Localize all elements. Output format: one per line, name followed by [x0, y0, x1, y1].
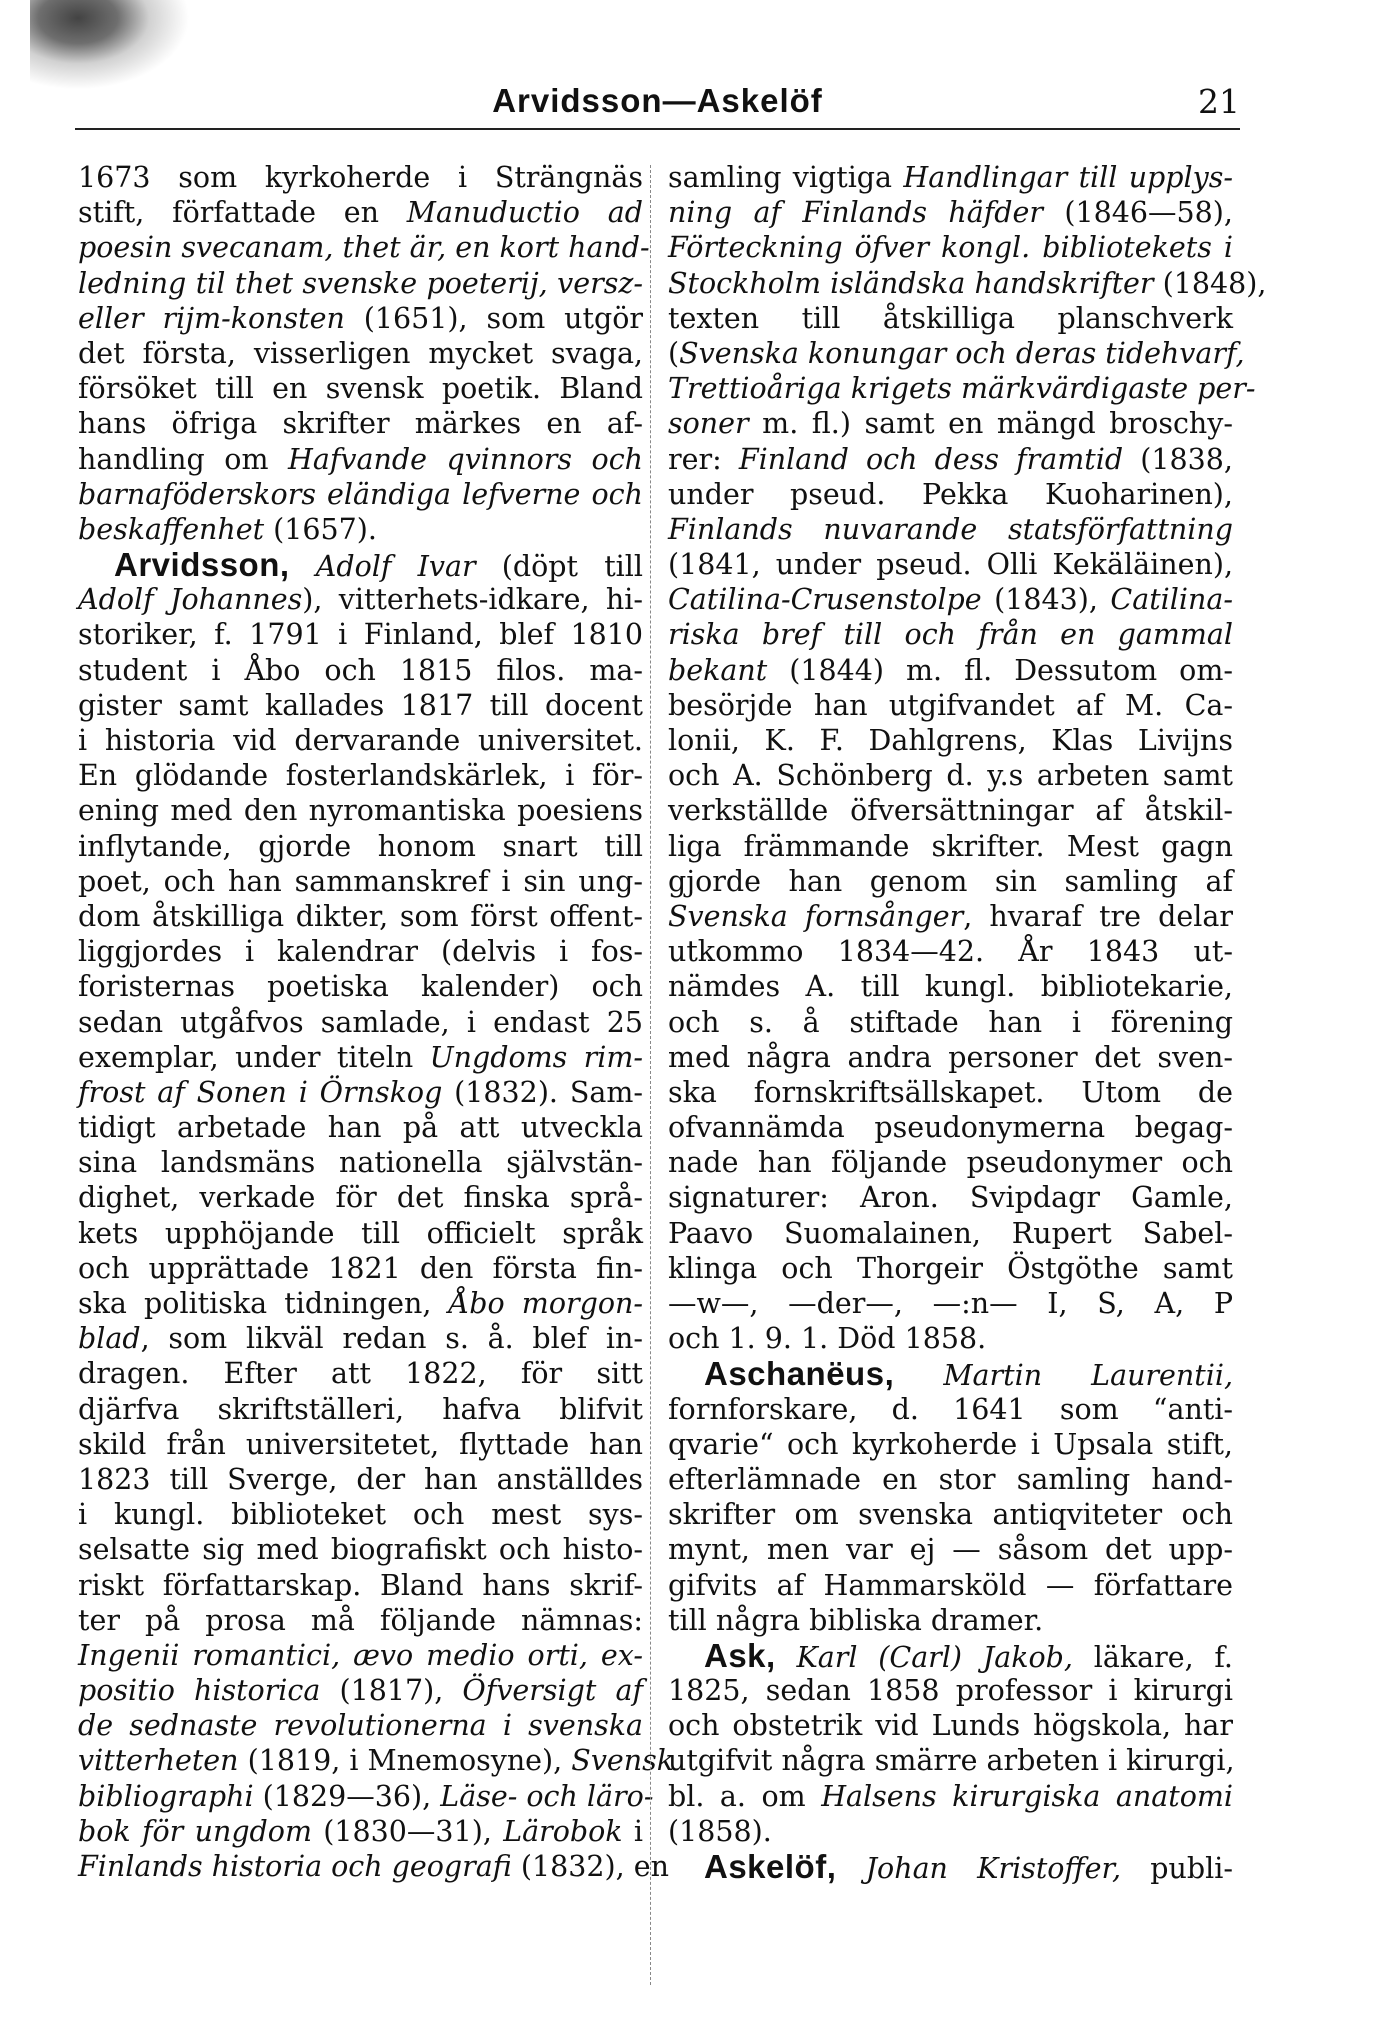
italic-text: Martin Laurentii,	[943, 1359, 1234, 1393]
italic-text: Lärobok	[503, 1814, 623, 1848]
text-run: texten till åtskilliga planschverk	[668, 301, 1233, 335]
text-run: , som likväl redan s. å. blef in-	[140, 1322, 643, 1356]
text-line	[668, 582, 1233, 617]
text-line	[78, 1180, 643, 1215]
page-header	[75, 78, 1240, 130]
italic-text: Svensk	[571, 1744, 675, 1778]
text-run: inflytande, gjorde honom snart till	[78, 829, 643, 863]
text-line	[668, 688, 1233, 723]
text-line	[78, 230, 650, 265]
italic-text: riska bref till och från en gammal	[668, 618, 1233, 652]
text-line	[78, 1005, 643, 1040]
text-run: (1817),	[320, 1674, 463, 1708]
italic-text: vitterheten	[78, 1744, 239, 1778]
text-line	[668, 1779, 1233, 1814]
italic-text: Karl (Carl) Jakob,	[796, 1640, 1073, 1674]
text-line	[78, 582, 643, 617]
text-line	[78, 547, 643, 582]
text-line	[668, 1356, 1233, 1391]
text-run: lonii, K. F. Dahlgrens, Klas Livijns	[668, 724, 1233, 757]
text-run: ofvannämda pseudonymerna begag-	[668, 1111, 1233, 1145]
text-run: (1832). Sam-	[442, 1075, 644, 1109]
text-run: besörjde han utgifvandet af M. Ca-	[668, 688, 1233, 722]
text-line	[78, 688, 643, 723]
running-head: Arvidsson—Askelöf	[492, 82, 823, 119]
text-run: publi-	[1121, 1852, 1233, 1885]
text-line	[668, 1180, 1233, 1215]
text-run: nade han följande pseudonymer och	[668, 1146, 1233, 1180]
text-run: kets upphöjande till officielt språk	[78, 1216, 643, 1250]
text-run: till några bibliska dramer.	[668, 1603, 1044, 1637]
text-line	[78, 1321, 643, 1356]
text-line	[668, 1216, 1233, 1251]
text-line	[78, 1145, 643, 1180]
text-line	[78, 899, 643, 934]
text-line	[668, 899, 1233, 934]
text-line	[668, 1110, 1233, 1145]
text-run: (1838,	[1123, 442, 1233, 476]
text-line	[668, 547, 1233, 582]
entry-headword: Aschanëus,	[704, 1355, 895, 1393]
italic-text: positio historica	[78, 1674, 321, 1708]
text-line	[78, 1743, 675, 1778]
text-line	[78, 1251, 643, 1286]
italic-text: Finland och dess framtid	[738, 442, 1124, 476]
text-run: selsatte sig med biografiskt och histo-	[78, 1533, 643, 1567]
text-line	[78, 371, 643, 406]
text-line	[668, 1075, 1233, 1110]
text-line	[668, 336, 1245, 371]
text-run: riskt författarskap. Bland hans skrif-	[78, 1568, 643, 1602]
text-run: försöket till en svensk poetik. Bland	[78, 372, 643, 406]
text-line	[668, 1005, 1233, 1040]
italic-text: bibliographi	[78, 1779, 254, 1813]
text-run: poet, och han sammanskref i sin ung-	[78, 864, 643, 898]
text-line	[78, 160, 643, 195]
italic-text: Finlands historia och geografi	[78, 1850, 512, 1883]
text-run: (	[668, 336, 680, 370]
text-run: och upprättade 1821 den första fin-	[78, 1251, 643, 1285]
text-run: hans öfriga skrifter märkes en af-	[78, 407, 643, 441]
text-run: utkommo 1834—42. År 1843 ut-	[668, 935, 1233, 969]
text-run: mynt, men var ej — såsom det upp-	[668, 1533, 1233, 1567]
italic-text: Stockholm isländska handskrifter	[668, 266, 1154, 300]
italic-text: ning af Finlands häfder	[668, 196, 1043, 230]
text-run: signaturer: Aron. Svipdagr Gamle,	[668, 1181, 1233, 1215]
text-line	[78, 406, 643, 441]
column-divider	[650, 165, 651, 1985]
text-line	[78, 1849, 669, 1884]
text-line	[78, 1497, 643, 1532]
text-run: gjorde han genom sin samling af	[668, 864, 1233, 898]
text-line	[78, 864, 643, 899]
text-line	[668, 1462, 1233, 1497]
text-run: ening med den nyromantiska poesiens	[78, 794, 643, 828]
text-run: (1651), som utgör	[344, 301, 643, 335]
text-run: djärfva skriftställeri, hafva blifvit	[78, 1392, 643, 1426]
text-run: bl. a. om	[668, 1779, 822, 1813]
text-line	[668, 160, 1233, 195]
text-line	[78, 1075, 643, 1110]
text-line	[78, 1568, 643, 1603]
text-run: (1846—58),	[1043, 196, 1233, 230]
text-line	[78, 1673, 643, 1708]
text-run: (1819, i Mnemosyne),	[238, 1744, 572, 1778]
text-line	[668, 1532, 1233, 1567]
text-run: nämdes A. till kungl. bibliotekarie,	[668, 970, 1233, 1004]
text-line	[78, 1603, 643, 1638]
italic-text: bok för ungdom	[78, 1814, 312, 1848]
text-line	[78, 1814, 643, 1849]
italic-text: Hafvande qvinnors och	[287, 442, 644, 476]
text-line	[78, 934, 643, 969]
text-line	[668, 829, 1233, 864]
text-line	[668, 934, 1233, 969]
italic-text: beskaffenhet	[78, 512, 265, 546]
text-run: m. fl.) samt en mängd broschy-	[748, 407, 1233, 441]
italic-text: Catilina-Crusenstolpe	[668, 583, 982, 617]
text-run: verkställde öfversättningar af åtskil-	[668, 794, 1233, 828]
italic-text: blad	[78, 1322, 141, 1356]
text-run: och A. Schönberg d. y.s arbeten samt	[668, 759, 1233, 793]
text-run: foristernas poetiska kalender) och	[78, 970, 643, 1004]
right-column	[668, 160, 1267, 1885]
text-line	[78, 442, 643, 477]
page-corner-stain	[30, 0, 190, 90]
text-line	[668, 1814, 1233, 1849]
text-run: ter på prosa må följande nämnas:	[78, 1603, 643, 1637]
text-line	[78, 653, 643, 688]
italic-text: poesin svecanam, thet är, en kort hand-	[78, 231, 650, 265]
italic-text: Adolf Ivar	[315, 550, 476, 584]
text-run: i kungl. biblioteket och mest sys-	[78, 1498, 643, 1532]
text-run: (1832), en	[511, 1850, 669, 1883]
text-run: En glödande fosterlandskärlek, i för-	[78, 759, 643, 793]
text-line	[78, 1392, 643, 1427]
text-run: rer:	[668, 442, 739, 476]
text-run: (1858).	[668, 1814, 772, 1848]
text-line	[668, 371, 1256, 406]
text-run: med några andra personer det sven-	[668, 1040, 1233, 1074]
text-run: liga främmande skrifter. Mest gagn	[668, 829, 1233, 863]
text-line	[668, 1427, 1233, 1462]
text-line	[668, 1568, 1233, 1603]
left-column	[78, 160, 675, 1884]
entry-headword: Arvidsson,	[114, 546, 290, 584]
text-line	[668, 1145, 1233, 1180]
italic-text: Handlingar till upplys-	[903, 161, 1234, 194]
text-run: (1829—36),	[253, 1779, 441, 1813]
text-line	[668, 1603, 1233, 1638]
text-line	[668, 512, 1233, 547]
text-run: sedan utgåfvos samlade, i endast 25	[78, 1005, 643, 1039]
text-run: i	[622, 1814, 643, 1848]
text-line	[78, 1110, 643, 1145]
italic-text: soner	[668, 407, 749, 441]
text-line	[78, 723, 643, 758]
text-line	[78, 1040, 643, 1075]
text-line	[668, 758, 1233, 793]
text-run: (1830—31),	[311, 1814, 504, 1848]
text-run: dighet, verkade för det finska språ-	[78, 1181, 643, 1215]
text-run: skrifter om svenska antiqviteter och	[668, 1498, 1233, 1532]
text-line	[668, 301, 1233, 336]
italic-text: eller rijm-konsten	[78, 301, 345, 335]
text-run: samling vigtiga	[668, 161, 904, 194]
italic-text: Ingenii romantici, ævo medio orti, ex-	[78, 1638, 643, 1672]
text-run: ska politiska tidningen,	[78, 1287, 449, 1320]
text-line	[78, 195, 643, 230]
text-run: student i Åbo och 1815 filos. ma-	[78, 653, 643, 687]
text-line	[668, 195, 1233, 230]
text-run: 1673 som kyrkoherde i Strängnäs	[78, 161, 643, 194]
text-run: och s. å stiftade han i förening	[668, 1005, 1233, 1039]
text-run: stift, författade en	[78, 196, 407, 230]
text-run: klinga och Thorgeir Östgöthe samt	[668, 1251, 1233, 1285]
text-run: (1657).	[264, 512, 377, 546]
italic-text: Catilina-	[1110, 583, 1233, 617]
italic-text: Svenska konungar och deras tidehvarf,	[679, 336, 1245, 370]
text-line	[668, 969, 1233, 1004]
text-line	[78, 1462, 643, 1497]
text-line	[668, 1497, 1233, 1532]
text-run: gister samt kallades 1817 till docent	[78, 688, 643, 722]
text-line	[78, 266, 643, 301]
text-run: (döpt till	[475, 550, 643, 584]
text-line	[668, 1040, 1233, 1075]
text-line	[668, 1849, 1233, 1884]
italic-text: ledning til thet svenske poeterij, versz-	[78, 266, 643, 300]
text-line	[668, 1321, 1233, 1356]
text-run	[776, 1641, 797, 1674]
text-line	[668, 442, 1233, 477]
italic-text: Öfversigt af	[462, 1674, 644, 1708]
text-line	[78, 1427, 643, 1462]
text-run: (1848),	[1153, 266, 1267, 300]
text-run: 1825, sedan 1858 professor i kirurgi	[668, 1674, 1233, 1708]
italic-text: Manuductio ad	[406, 196, 643, 230]
text-line	[78, 829, 643, 864]
text-run: (1843),	[981, 583, 1111, 617]
text-line	[668, 1673, 1233, 1708]
page-number: 21	[1198, 82, 1240, 121]
text-line	[668, 266, 1267, 301]
text-run: ), vitterhets-idkare, hi-	[302, 583, 644, 617]
italic-text: Svenska fornsånger	[668, 899, 964, 933]
text-line	[78, 1638, 643, 1673]
text-line	[668, 1743, 1233, 1778]
text-line	[78, 1708, 643, 1743]
text-run: 1823 till Sverge, der han anställdes	[78, 1462, 643, 1496]
text-line	[668, 1708, 1233, 1743]
text-run: gifvits af Hammarsköld — författare	[668, 1568, 1233, 1602]
text-run: dragen. Efter att 1822, för sitt	[78, 1357, 643, 1391]
text-line	[78, 336, 643, 371]
text-line	[78, 969, 643, 1004]
text-run: läkare, f.	[1072, 1640, 1233, 1674]
text-run: , hvaraf tre delar	[963, 899, 1233, 933]
text-run: dom åtskilliga dikter, som först offent-	[78, 899, 643, 933]
italic-text: Ungdoms rim-	[429, 1040, 644, 1074]
italic-text: Johan Kristoffer,	[865, 1852, 1122, 1885]
italic-text: Åbo morgon-	[448, 1287, 643, 1320]
text-line	[668, 1638, 1233, 1673]
text-line	[668, 653, 1233, 688]
text-run: under pseud. Pekka Kuoharinen),	[668, 477, 1233, 511]
entry-headword: Ask,	[704, 1636, 776, 1674]
text-line	[668, 230, 1233, 265]
text-run: (1844) m. fl. Dessutom om-	[767, 653, 1233, 687]
text-line	[78, 1532, 643, 1567]
text-line	[78, 1356, 643, 1391]
text-run: —w—, —der—, —:n— I, S, A, P	[668, 1287, 1233, 1320]
italic-text: barnaföderskors eländiga lefverne och	[78, 477, 643, 511]
text-run	[290, 550, 316, 583]
text-run: fornforskare, d. 1641 som “anti-	[668, 1392, 1233, 1426]
italic-text: Halsens kirurgiska anatomi	[821, 1779, 1233, 1813]
text-line	[78, 301, 643, 336]
text-line	[78, 512, 643, 547]
text-line	[78, 1216, 643, 1251]
text-line	[78, 758, 643, 793]
text-line	[668, 793, 1233, 828]
text-line	[668, 1286, 1233, 1321]
entry-headword: Askelöf,	[704, 1848, 837, 1885]
text-run: Paavo Suomalainen, Rupert Sabel-	[668, 1216, 1233, 1250]
text-run	[836, 1852, 865, 1885]
italic-text: bekant	[668, 653, 768, 687]
text-run: handling om	[78, 442, 288, 476]
text-run: och obstetrik vid Lunds högskola, har	[668, 1709, 1233, 1743]
text-line	[668, 406, 1233, 441]
italic-text: Förteckning öfver kongl. bibliotekets i	[668, 231, 1233, 265]
italic-text: frost af Sonen i Örnskog	[78, 1075, 443, 1109]
text-run: (1841, under pseud. Olli Kekäläinen),	[668, 548, 1233, 582]
text-run: utgifvit några smärre arbeten i kirurgi,	[668, 1744, 1235, 1778]
italic-text: de sednaste revolutionerna i svenska	[78, 1709, 643, 1743]
text-run: det första, visserligen mycket svaga,	[78, 336, 643, 370]
text-line	[78, 1779, 654, 1814]
text-run: liggjordes i kalendrar (delvis i fos-	[78, 935, 643, 969]
text-line	[78, 793, 643, 828]
text-line	[78, 1286, 643, 1321]
text-line	[668, 723, 1233, 758]
italic-text: Läse- och läro-	[440, 1779, 654, 1813]
text-line	[78, 477, 643, 512]
text-run: skild från universitetet, flyttade han	[78, 1427, 643, 1461]
text-line	[668, 477, 1233, 512]
italic-text: Adolf Johannes	[78, 583, 303, 617]
text-run: i historia vid dervarande universitet.	[78, 724, 643, 757]
text-line	[668, 864, 1233, 899]
text-line	[668, 1392, 1233, 1427]
text-run	[894, 1359, 943, 1392]
text-run: qvarie“ och kyrkoherde i Upsala stift,	[668, 1427, 1233, 1461]
text-run: storiker, f. 1791 i Finland, blef 1810	[78, 618, 643, 652]
text-line	[78, 617, 643, 652]
text-run: exemplar, under titeln	[78, 1040, 430, 1074]
text-run: tidigt arbetade han på att utveckla	[78, 1111, 643, 1145]
text-run: ska fornskriftsällskapet. Utom de	[668, 1075, 1233, 1109]
text-run: efterlämnade en stor samling hand-	[668, 1462, 1233, 1496]
text-run: och 1. 9. 1. Död 1858.	[668, 1322, 987, 1356]
italic-text: Finlands nuvarande statsförfattning	[668, 512, 1233, 546]
text-run: sina landsmäns nationella självstän-	[78, 1146, 643, 1180]
text-line	[668, 617, 1233, 652]
italic-text: Trettioåriga krigets märkvärdigaste per-	[668, 372, 1256, 406]
text-line	[668, 1251, 1233, 1286]
